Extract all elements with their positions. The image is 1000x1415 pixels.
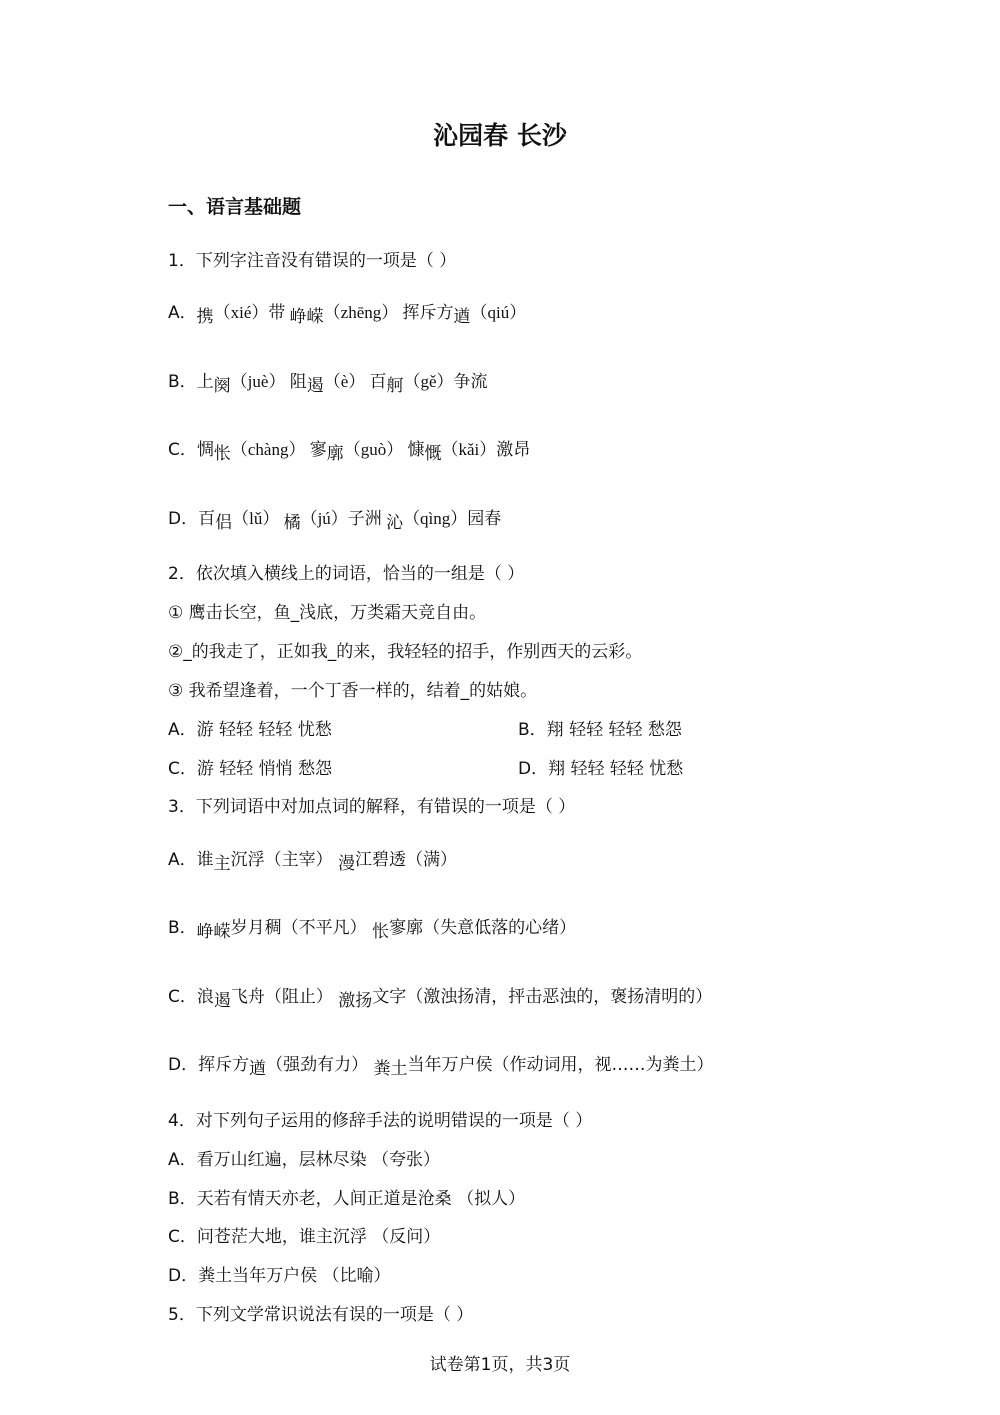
question-4-option-d: D．粪土当年万户侯 （比喻） <box>168 1266 391 1286</box>
question-2-option-c: C．游 轻轻 悄悄 愁怨 <box>168 759 333 779</box>
question-4-option-c: C．问苍茫大地，谁主沉浮 （反问） <box>168 1227 441 1247</box>
page-footer: 试卷第1页，共3页 <box>429 1355 571 1375</box>
question-1-option-a: A．携（xié）带 峥嵘（zhēng） 挥斥方遒（qiú） <box>168 303 527 327</box>
question-2-sentence-1: ① 鹰击长空，鱼_浅底，万类霜天竞自由。 <box>168 603 487 623</box>
question-3-option-b: B．峥嵘岁月稠（不平凡） 怅寥廓（失意低落的心绪） <box>168 918 577 942</box>
question-3-option-d: D．挥斥方遒（强劲有力） 粪土当年万户侯（作动词用，视……为粪土） <box>168 1055 714 1079</box>
question-1-option-d: D．百侣（lǔ） 橘（jú）子洲 沁（qìng）园春 <box>168 509 502 533</box>
question-2-sentence-2: ②_的我走了，正如我_的来，我轻轻的招手，作别西天的云彩。 <box>168 642 643 662</box>
question-5-stem: 5．下列文学常识说法有误的一项是（ ） <box>168 1305 474 1325</box>
question-2-stem: 2．依次填入横线上的词语，恰当的一组是（ ） <box>168 564 525 584</box>
question-2-sentence-3: ③ 我希望逢着，一个丁香一样的，结着_的姑娘。 <box>168 681 538 701</box>
question-1-stem: 1．下列字注音没有错误的一项是（ ） <box>168 251 457 271</box>
question-1-option-b: B．上阕（juè） 阻遏（è） 百舸（gě）争流 <box>168 372 488 396</box>
question-4-option-a: A．看万山红遍，层林尽染 （夸张） <box>168 1150 441 1170</box>
page-title: 沁园春 长沙 <box>433 121 567 150</box>
question-4-option-b: B．天若有情天亦老，人间正道是沧桑 （拟人） <box>168 1189 526 1209</box>
question-2-option-d: D．翔 轻轻 轻轻 忧愁 <box>518 759 684 779</box>
question-1-option-c: C．惆怅（chàng） 寥廓（guò） 慷慨（kǎi）激昂 <box>168 440 531 464</box>
question-2-option-b: B．翔 轻轻 轻轻 愁怨 <box>518 720 682 740</box>
question-3-stem: 3．下列词语中对加点词的解释，有错误的一项是（ ） <box>168 797 576 817</box>
question-2-option-a: A．游 轻轻 轻轻 忧愁 <box>168 720 332 740</box>
question-3-option-c: C．浪遏飞舟（阻止） 激扬文字（激浊扬清，抨击恶浊的，褒扬清明的） <box>168 987 713 1011</box>
question-3-option-a: A．谁主沉浮（主宰） 漫江碧透（满） <box>168 850 458 874</box>
question-4-stem: 4．对下列句子运用的修辞手法的说明错误的一项是（ ） <box>168 1111 593 1131</box>
section-heading: 一、语言基础题 <box>168 196 302 218</box>
